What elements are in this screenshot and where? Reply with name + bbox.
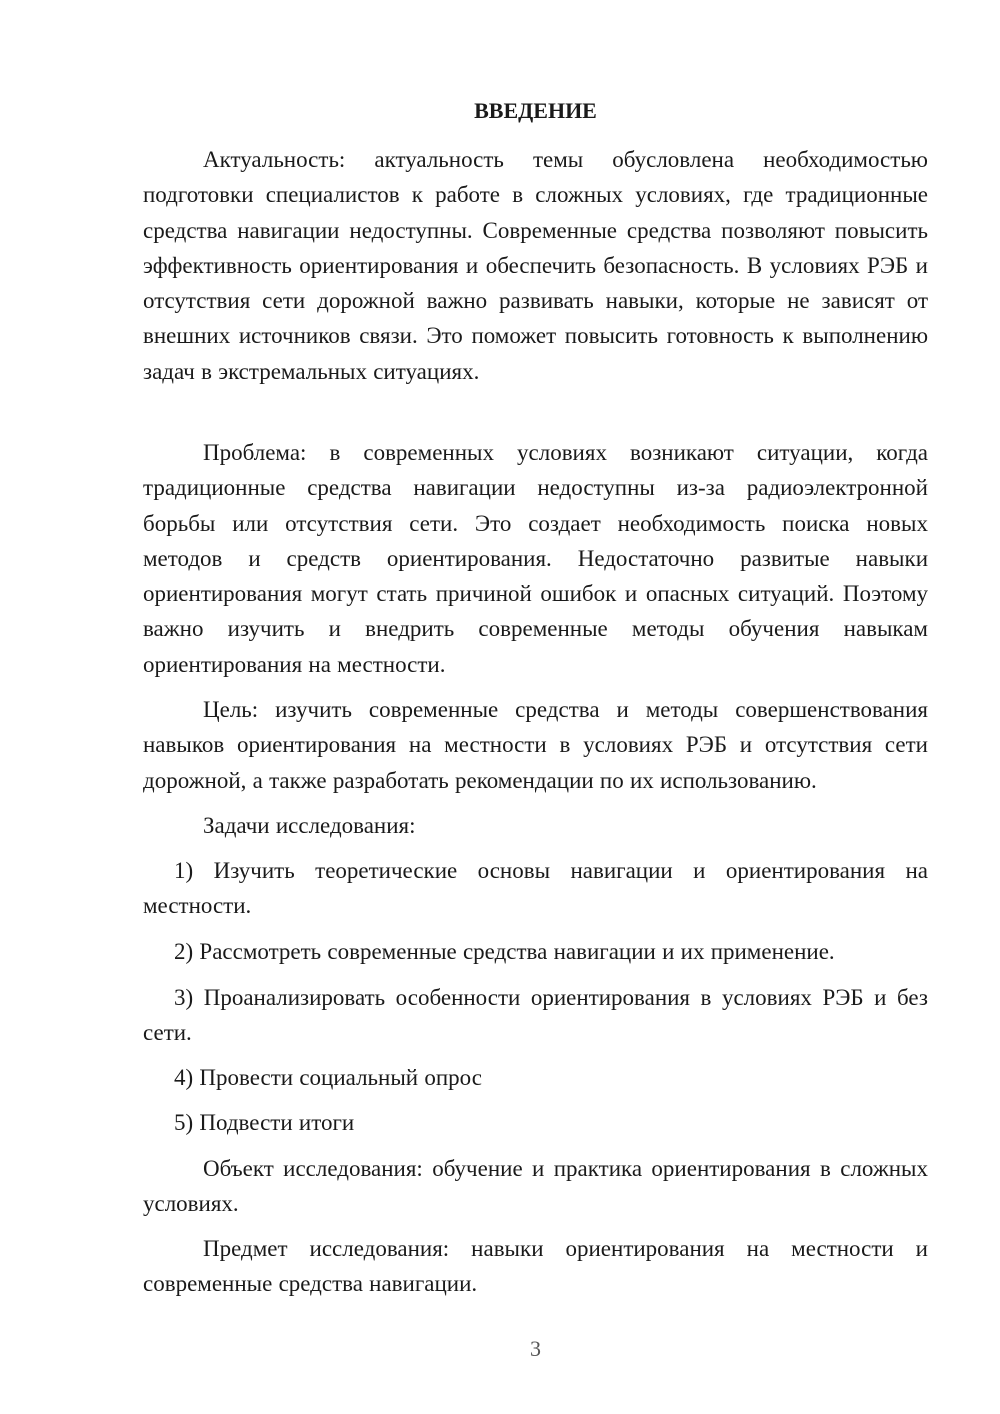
task-item-5: 5) Подвести итоги [174, 1110, 355, 1135]
task-item-4: 4) Провести социальный опрос [174, 1065, 482, 1090]
tasks-heading: Задачи исследования: [203, 813, 416, 838]
object-paragraph: Объект исследования: обучение и практика ориентирования в сложных условиях. [143, 1156, 928, 1217]
task-item-3: 3) Проанализировать особенности ориентирования в условиях РЭБ и без сети. [143, 985, 928, 1046]
section-title: ВВЕДЕНИЕ [474, 98, 597, 123]
page-number: 3 [530, 1336, 541, 1361]
problem-paragraph: Проблема: в современных условиях возникают ситуации, когда традиционные средства навигации недоступны из-за радиоэлектронной борьбы или отсутствия сети. Это создает необходимость поиска новых методов и средств ориентирования. Недостаточно развитые навыки ориентирования могут стать причиной ошибок и опасных ситуаций. Поэтому важно изучить и внедрить современные методы обучения навыкам ориентирования на местности. [143, 440, 928, 677]
goal-paragraph: Цель: изучить современные средства и методы совершенствования навыков ориентирования на местности в условиях РЭБ и отсутствия сети дорожной, а также разработать рекомендации по их использованию. [143, 697, 928, 793]
relevance-paragraph: Актуальность: актуальность темы обусловлена необходимостью подготовки специалистов к работе в сложных условиях, где традиционные средства навигации недоступны. Современные средства позволяют повысить эффективность ориентирования и обеспечить безопасность. В условиях РЭБ и отсутствия сети дорожной важно развивать навыки, которые не зависят от внешних источников связи. Это поможет повысить готовность к выполнению задач в экстремальных ситуациях. [143, 147, 928, 384]
document-page [143, 0, 928, 1414]
task-item-2: 2) Рассмотреть современные средства навигации и их применение. [174, 939, 835, 964]
subject-paragraph: Предмет исследования: навыки ориентирования на местности и современные средства навигации. [143, 1236, 928, 1297]
task-item-1: 1) Изучить теоретические основы навигации и ориентирования на местности. [143, 858, 928, 919]
